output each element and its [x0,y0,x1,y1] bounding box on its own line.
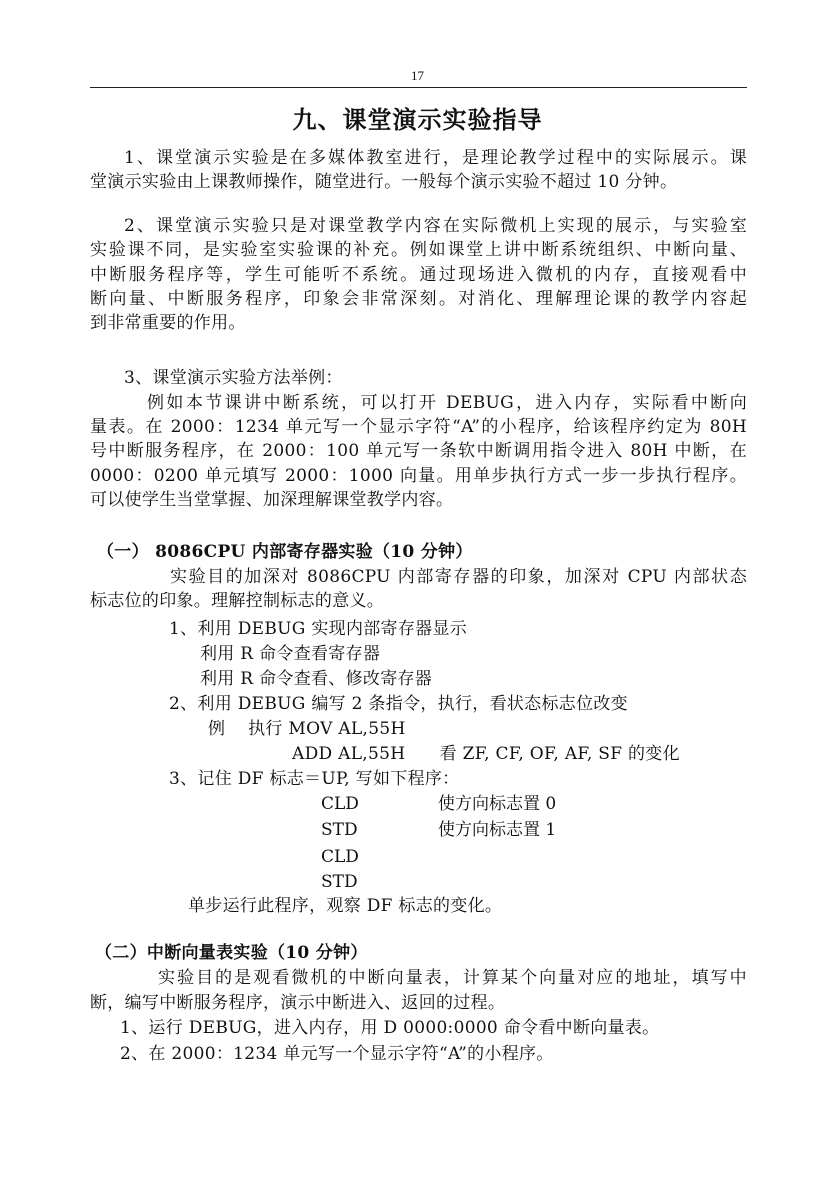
paragraph-1-line-2: 堂演示实验由上课教师操作，随堂进行。一般每个演示实验不超过 10 分钟。 [90,172,678,192]
program-instr-3: CLD [321,847,359,867]
section-1-example-line-2: ADD AL,55H 看 ZF, CF, OF, AF, SF 的变化 [292,744,680,764]
section-1-item-1-sub-2: 利用 R 命令查看、修改寄存器 [200,669,433,689]
program-instr-4: STD [321,872,358,892]
paragraph-2-line-2: 实验课不同，是实验室实验课的补充。例如课堂上讲中断系统组织、中断向量、 [90,240,747,260]
paragraph-2-line-1: 2、课堂演示实验只是对课堂教学内容在实际微机上实现的展示，与实验室 [124,216,747,236]
page-number: 17 [411,68,424,83]
section-1-example-line-1: 例 执行 MOV AL,55H [208,719,406,739]
program-comment-2: 使方向标志置 1 [438,820,557,840]
paragraph-3-line-3: 号中断服务程序，在 2000：100 单元写一条软中断调用指令进入 80H 中断，在 [90,441,747,461]
section-1-intro-line-2: 标志位的印象。理解控制标志的意义。 [90,591,385,611]
paragraph-2-line-3: 中断服务程序等，学生可能听不系统。通过现场进入微机的内存，直接观看中 [90,265,747,285]
section-1-heading: （一） 8086CPU 内部寄存器实验（10 分钟） [97,542,473,562]
section-1-item-1-sub-1: 利用 R 命令查看寄存器 [200,644,381,664]
section-2-intro-line-2: 断，编写中断服务程序，演示中断进入、返回的过程。 [90,993,506,1013]
paragraph-3-line-4: 0000：0200 单元填写 2000：1000 向量。用单步执行方式一步一步执行程序。 [90,466,747,486]
section-1-intro-line-1: 实验目的加深对 8086CPU 内部寄存器的印象，加深对 CPU 内部状态 [170,567,747,587]
section-2-intro-line-1: 实验目的是观看微机的中断向量表，计算某个向量对应的地址，填写中 [158,968,747,988]
section-1-conclusion: 单步运行此程序，观察 DF 标志的变化。 [188,896,503,916]
paragraph-2-line-4: 断向量、中断服务程序，印象会非常深刻。对消化、理解理论课的教学内容起 [90,289,747,309]
paragraph-3-line-1: 例如本节课讲中断系统，可以打开 DEBUG，进入内存，实际看中断向 [147,393,747,413]
paragraph-2-line-5: 到非常重要的作用。 [90,313,246,333]
paragraph-3-line-2: 量表。在 2000：1234 单元写一个显示字符“A”的小程序，给该程序约定为 80H [90,417,747,437]
program-comment-1: 使方向标志置 0 [438,794,557,814]
section-2-heading: （二）中断向量表实验（10 分钟） [95,943,368,963]
section-1-item-1: 1、利用 DEBUG 实现内部寄存器显示 [169,619,468,639]
section-2-item-2: 2、在 2000：1234 单元写一个显示字符“A”的小程序。 [120,1044,554,1064]
program-instr-2: STD [321,820,358,840]
header-rule [90,87,747,88]
page-title: 九、课堂演示实验指导 [292,105,543,134]
section-2-item-1: 1、运行 DEBUG，进入内存，用 D 0000:0000 命令看中断向量表。 [120,1018,660,1038]
paragraph-3-line-5: 可以使学生当堂掌握、加深理解课堂教学内容。 [90,490,454,510]
section-1-item-3: 3、记住 DF 标志＝UP, 写如下程序： [169,769,460,789]
paragraph-1-line-1: 1、课堂演示实验是在多媒体教室进行，是理论教学过程中的实际展示。课 [124,148,747,168]
paragraph-3-heading: 3、课堂演示实验方法举例： [124,368,343,388]
program-instr-1: CLD [321,794,359,814]
section-1-item-2: 2、利用 DEBUG 编写 2 条指令，执行，看状态标志位改变 [169,694,628,714]
